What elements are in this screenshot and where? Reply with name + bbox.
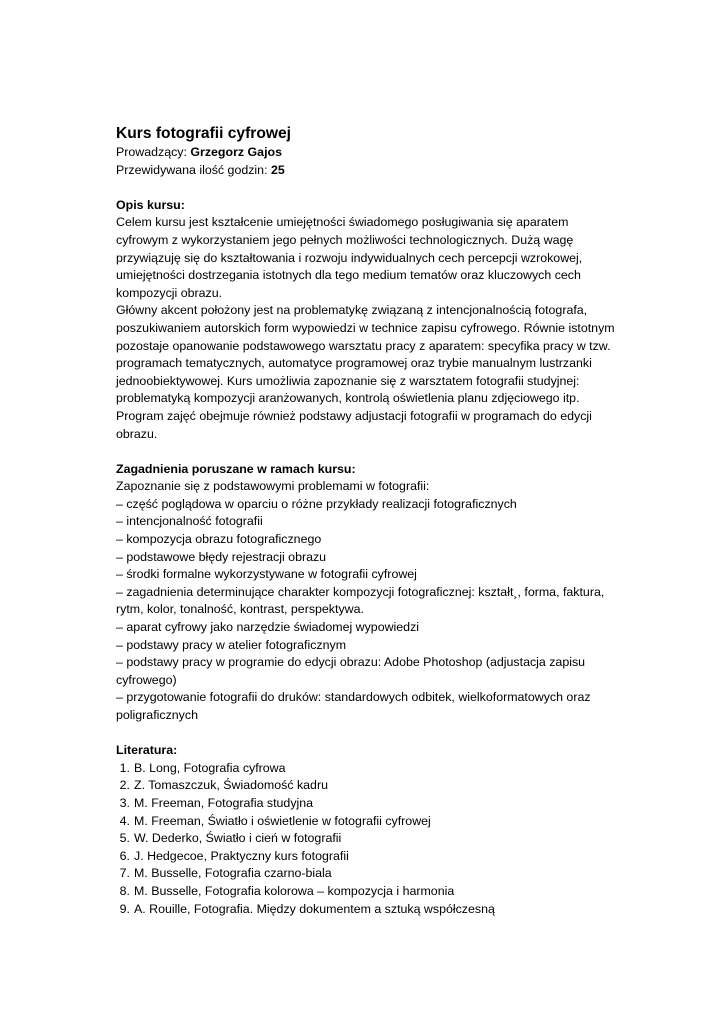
literature-text: W. Dederko, Światło i cień w fotografii: [134, 831, 342, 846]
topic-item: – kompozycja obrazu fotograficznego: [116, 532, 322, 547]
literature-item: [116, 865, 616, 883]
topic-item: – intencjonalność fotografii: [116, 514, 263, 529]
literature-number: 1.: [119, 760, 130, 775]
literature-item: [116, 848, 616, 866]
instructor-label: Prowadzący:: [116, 145, 187, 159]
literature-text: J. Hedgecoe, Praktyczny kurs fotografii: [134, 848, 349, 863]
literature-item: [116, 777, 616, 795]
topic-item: – część poglądowa w oparciu o różne przykłady realizacji fotograficznych: [116, 496, 517, 511]
literature-text: Z. Tomaszczuk, Świadomość kadru: [134, 778, 328, 793]
hours-label: Przewidywana ilość godzin:: [116, 162, 268, 177]
hours-value: 25: [270, 162, 285, 177]
topic-item: – podstawowe błędy rejestracji obrazu: [116, 549, 327, 564]
description-paragraph: Główny akcent położony jest na problematykę związaną z intencjonalnością fotografa, poszukiwaniem autorskich form wypowiedzi w technice zapisu cyfrowego. Równie istotnym pozostaje opanowanie podstawowego warsztatu pracy z aparatem: specyfika pracy w tzw. programach tematycznych, automatyce programowej oraz trybie manualnym lustrzanki jednoobiektywowej. Kurs umożliwia zapoznanie się z warsztatem fotografii studyjnej: problematyką kompozycji aranżowanych, kontrolą oświetlenia planu zdjęciowego itp.: [116, 303, 615, 406]
description-paragraph: Program zajęć obejmuje również podstawy adjustacji fotografii w programach do edycji obrazu.: [116, 408, 592, 441]
topics-heading: Zagadnienia poruszane w ramach kursu:: [116, 461, 356, 476]
topic-item: – środki formalne wykorzystywane w fotografii cyfrowej: [116, 567, 417, 582]
document-page: [116, 124, 616, 918]
topics-intro: Zapoznanie się z podstawowymi problemami w fotografii:: [116, 479, 430, 494]
literature-list: [116, 760, 616, 918]
description-paragraph: Celem kursu jest kształcenie umiejętności świadomego posługiwania się aparatem cyfrowym z wykorzystaniem jego pełnych możliwości technologicznych. Dużą wagę przywiązuję się do kształtowania i rozwoju indywidualnych cech percepcji wzrokowej, umiejętności dostrzegania istotnych dla tego medium tematów oraz kluczowych cech kompozycji obrazu.: [116, 215, 583, 300]
literature-text: M. Busselle, Fotografia czarno-biala: [134, 866, 332, 881]
instructor-line: [116, 144, 616, 162]
instructor-name: Grzegorz Gajos: [190, 145, 282, 159]
literature-number: 4.: [119, 813, 130, 828]
topic-item: – aparat cyfrowy jako narzędzie świadomej wypowiedzi: [116, 620, 420, 635]
hours-line: [116, 162, 616, 180]
topic-item: – przygotowanie fotografii do druków: standardowych odbitek, wielkoformatowych oraz poligraficznych: [116, 690, 591, 722]
literature-item: [116, 830, 616, 848]
literature-item: [116, 795, 616, 813]
literature-number: 5.: [119, 831, 130, 846]
literature-text: M. Freeman, Światło i oświetlenie w fotografii cyfrowej: [134, 813, 431, 828]
spacer: [116, 725, 616, 743]
literature-number: 9.: [119, 901, 130, 916]
literature-text: B. Long, Fotografia cyfrowa: [134, 760, 286, 775]
literature-number: 7.: [119, 866, 130, 881]
literature-item: [116, 883, 616, 901]
spacer: [116, 179, 616, 197]
literature-text: A. Rouille, Fotografia. Między dokumentem a sztuką współczesną: [134, 901, 495, 916]
literature-item: [116, 901, 616, 919]
literature-text: M. Freeman, Fotografia studyjna: [134, 795, 314, 810]
topic-item: – podstawy pracy w programie do edycji obrazu: Adobe Photoshop (adjustacja zapisu cyfrowego): [116, 655, 586, 687]
page-title: Kurs fotografii cyfrowej: [116, 125, 292, 142]
literature-text: M. Busselle, Fotografia kolorowa – kompozycja i harmonia: [134, 883, 455, 898]
literature-number: 2.: [119, 778, 130, 793]
topics-list: [116, 496, 616, 725]
topic-item: – podstawy pracy w atelier fotograficznym: [116, 637, 347, 652]
literature-heading: Literatura:: [116, 743, 178, 758]
literature-number: 6.: [119, 848, 130, 863]
literature-item: [116, 760, 616, 778]
description-heading: Opis kursu:: [116, 197, 185, 212]
literature-number: 8.: [119, 883, 130, 898]
literature-item: [116, 813, 616, 831]
spacer: [116, 443, 616, 461]
topic-item: – zagadnienia determinujące charakter kompozycji fotograficznej: kształt¸, forma, faktura, rytm, kolor, tonalność, kontrast, perspektywa.: [116, 584, 605, 617]
literature-number: 3.: [119, 795, 130, 810]
